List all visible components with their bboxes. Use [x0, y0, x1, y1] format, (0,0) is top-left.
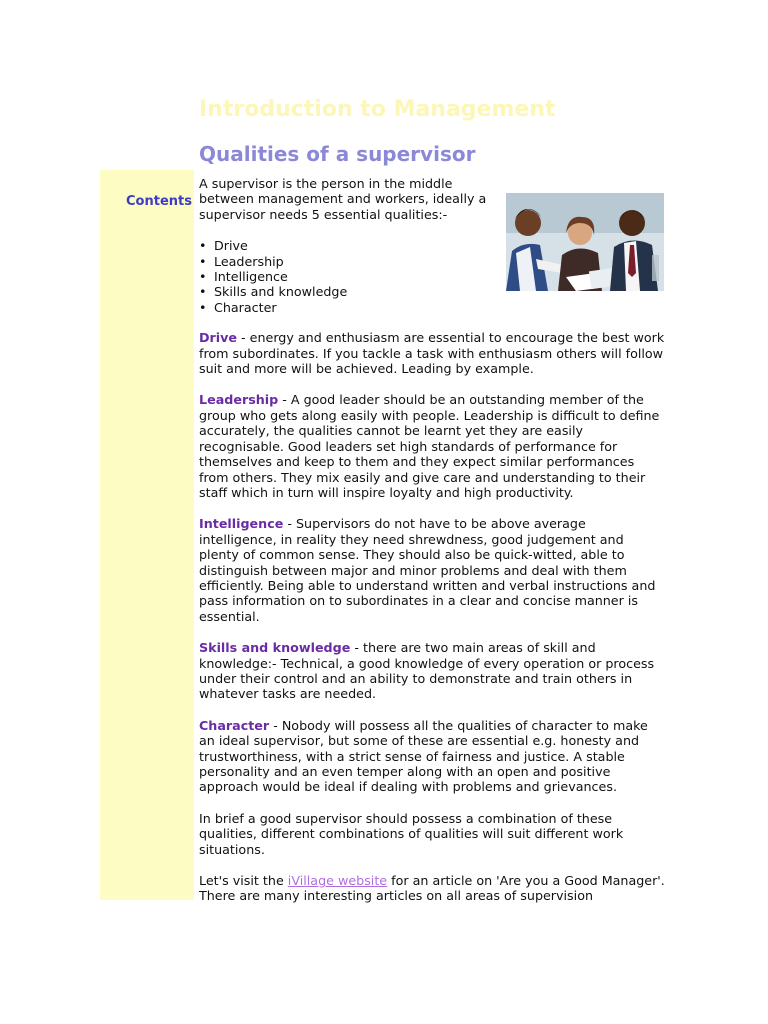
visit-text-after: for an article on 'Are you a Good Manager'. There are many interesting articles on all areas of supervision: [199, 873, 665, 904]
list-item: • Leadership: [214, 254, 665, 269]
section-text: - Supervisors do not have to be above average intelligence, in reality they need shrewdness, good judgement and plenty of common sense. They should also be quick-witted, able to distinguish between major and minor problems and deal with them efficiently. Being able to understand written and verbal instructions and pass information on to subordinates in a clear and concise manner is essential.: [199, 516, 656, 624]
main-content: [199, 176, 665, 920]
section-text: - Nobody will possess all the qualities of character to make an ideal supervisor, but some of these are essential e.g. honesty and trustworthiness, with a strict sense of fairness and justice. A stable personality and an even temper along with an open and positive approach would be ideal if dealing with problems and grievances.: [199, 717, 648, 795]
list-item: • Skills and knowledge: [214, 284, 665, 299]
section-term: Character: [199, 717, 270, 733]
visit-paragraph: [199, 873, 665, 904]
contents-link[interactable]: Contents: [126, 194, 192, 209]
summary-text: In brief a good supervisor should possess a combination of these qualities, different combinations of qualities will suit different work situations.: [199, 810, 624, 857]
section-character: [199, 718, 665, 795]
visit-text-before: Let's visit the: [199, 873, 288, 889]
section-drive: [199, 330, 665, 376]
list-item: • Character: [214, 300, 665, 315]
section-term: Intelligence: [199, 516, 284, 532]
list-item: • Drive: [214, 238, 665, 253]
section-intelligence: [199, 516, 665, 624]
sidebar: [100, 170, 194, 900]
section-term: Leadership: [199, 392, 279, 408]
page-subtitle: Qualities of a supervisor: [199, 142, 476, 166]
intro-text: A supervisor is the person in the middle between management and workers, ideally a supervisor needs 5 essential qualities:-: [199, 176, 487, 222]
section-term: Drive: [199, 330, 238, 346]
section-text: - energy and enthusiasm are essential to encourage the best work from subordinates. If you tackle a task with enthusiasm others will follow suit and more will be achieved. Leading by example.: [199, 330, 665, 377]
section-term: Skills and knowledge: [199, 640, 351, 656]
section-text: - there are two main areas of skill and knowledge:- Technical, a good knowledge of every operation or process under their control and an ability to demonstrate and train others in whatever tasks are needed.: [199, 640, 655, 702]
list-item: • Intelligence: [214, 269, 665, 284]
page-title: Introduction to Management: [199, 97, 556, 122]
section-leadership: [199, 392, 665, 500]
ivillage-link[interactable]: iVillage website: [287, 873, 388, 889]
section-skills-and-knowledge: [199, 640, 665, 702]
qualities-list: [199, 238, 665, 315]
section-text: - A good leader should be an outstanding member of the group who gets along easily with people. Leadership is difficult to define accurately, the qualities cannot be learnt yet they are easily recognisable. Good leaders set high standards of performance for themselves and keep to them and they expect similar performances from others. They mix easily and give care and understanding to their staff which in turn will inspire loyalty and high productivity.: [199, 392, 660, 500]
